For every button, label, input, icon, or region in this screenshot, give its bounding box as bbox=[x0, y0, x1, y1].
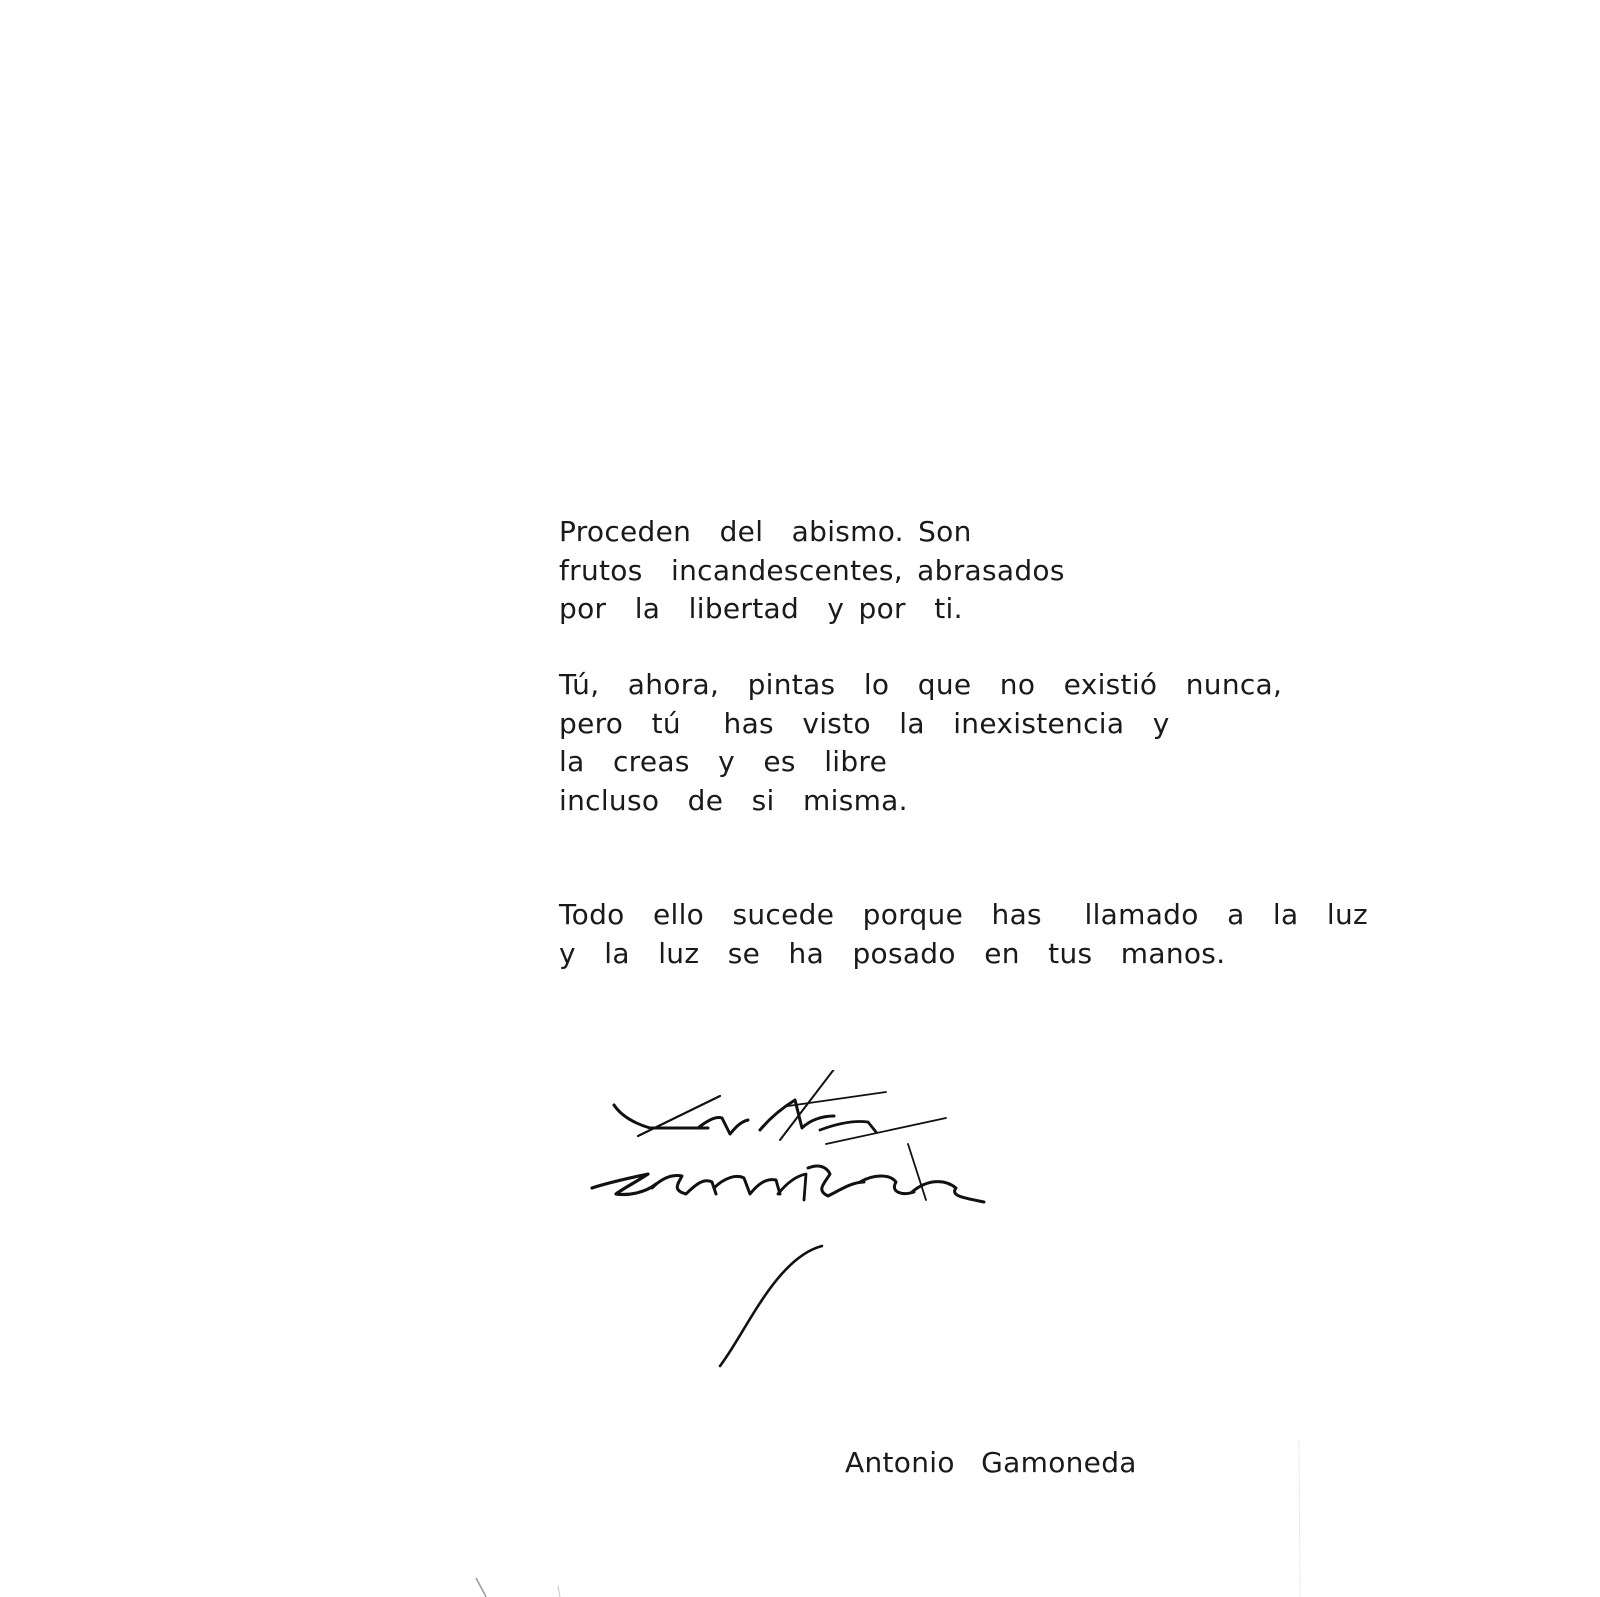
signature-stroke bbox=[788, 1092, 886, 1106]
poem-line: incluso de si misma. bbox=[559, 783, 908, 817]
signature-stroke bbox=[592, 1174, 656, 1195]
poem-line: pero tú has visto la inexistencia y bbox=[559, 706, 1170, 740]
scan-edge-mark bbox=[476, 1578, 486, 1597]
signature-stroke bbox=[720, 1246, 822, 1366]
poem-stanza-3 bbox=[559, 896, 1368, 973]
poem-line: Todo ello sucede porque has llamado a la luz bbox=[559, 898, 1368, 931]
signature-stroke bbox=[808, 1166, 864, 1196]
scan-edge-mark bbox=[558, 1586, 560, 1597]
poem-line: por la libertad y por ti. bbox=[559, 592, 963, 625]
poem-line: la creas y es libre bbox=[559, 745, 888, 778]
poem-line: Tú, ahora, pintas lo que no existió nunca, bbox=[559, 668, 1283, 701]
handwritten-signature-icon bbox=[590, 1070, 1010, 1410]
signature-stroke bbox=[820, 1121, 876, 1132]
signature-stroke bbox=[714, 1176, 780, 1194]
poem-stanza-2 bbox=[559, 666, 1282, 820]
poem-line: y la luz se ha posado en tus manos. bbox=[559, 936, 1226, 970]
poem-line: Proceden del abismo. Son bbox=[559, 515, 972, 548]
scan-edge-mark bbox=[1299, 1440, 1300, 1597]
poem-line: frutos incandescentes, abrasados bbox=[559, 553, 1065, 587]
signature-stroke bbox=[860, 1176, 914, 1194]
signature-stroke bbox=[778, 1174, 806, 1200]
poem-stanza-1 bbox=[559, 513, 1065, 629]
signature-stroke bbox=[698, 1117, 748, 1134]
author-name: Antonio Gamoneda bbox=[845, 1446, 1137, 1479]
signature-stroke bbox=[638, 1096, 720, 1136]
signature-stroke bbox=[652, 1176, 716, 1195]
